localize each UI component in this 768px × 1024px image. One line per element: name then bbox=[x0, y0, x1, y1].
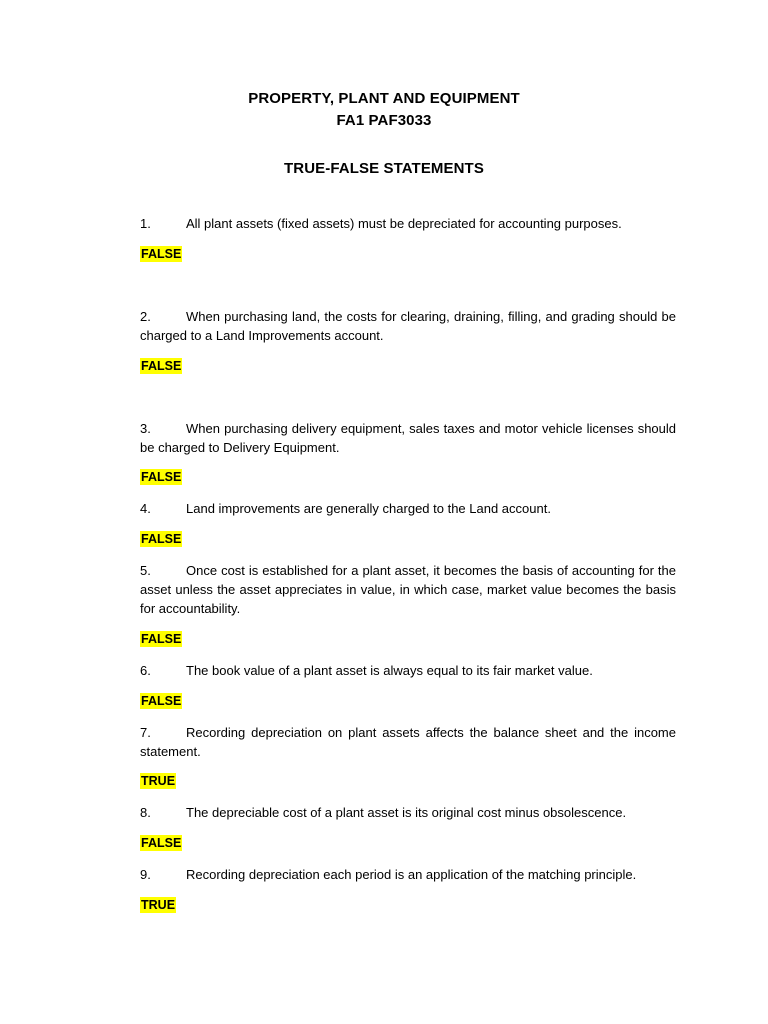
statement-text: All plant assets (fixed assets) must be depreciated for accounting purposes. bbox=[186, 216, 622, 231]
statement-number: 7. bbox=[140, 725, 151, 740]
answer-1: FALSE bbox=[141, 247, 182, 261]
document-title: PROPERTY, PLANT AND EQUIPMENT bbox=[248, 90, 520, 107]
answer-5: FALSE bbox=[141, 632, 182, 646]
answer-6: FALSE bbox=[141, 694, 182, 708]
statement-number: 5. bbox=[140, 563, 151, 578]
statement-8 bbox=[140, 803, 676, 822]
statement-9 bbox=[140, 865, 676, 884]
section-heading: TRUE-FALSE STATEMENTS bbox=[284, 160, 484, 177]
answer-2: FALSE bbox=[141, 359, 182, 373]
statement-number: 3. bbox=[140, 421, 151, 436]
statement-number: 8. bbox=[140, 805, 151, 820]
statement-text: Land improvements are generally charged to the Land account. bbox=[186, 501, 551, 516]
statement-number: 6. bbox=[140, 663, 151, 678]
answer-9: TRUE bbox=[141, 898, 176, 912]
statement-number: 9. bbox=[140, 867, 151, 882]
statement-3 bbox=[140, 419, 676, 457]
statement-7 bbox=[140, 723, 676, 761]
statement-6 bbox=[140, 661, 676, 680]
statement-text: Once cost is established for a plant asset, it becomes the basis of accounting for the asset unless the asset appreciates in value, in which case, market value becomes the basis for accountability. bbox=[140, 563, 676, 616]
statement-text: The book value of a plant asset is always equal to its fair market value. bbox=[186, 663, 593, 678]
answer-4: FALSE bbox=[141, 532, 182, 546]
statement-number: 1. bbox=[140, 216, 151, 231]
answer-8: FALSE bbox=[141, 836, 182, 850]
course-code: FA1 PAF3033 bbox=[336, 112, 432, 129]
answer-7: TRUE bbox=[141, 774, 176, 788]
statement-text: When purchasing land, the costs for clearing, draining, filling, and grading should be charged to a Land Improvements account. bbox=[140, 309, 676, 343]
answer-3: FALSE bbox=[141, 470, 182, 484]
statement-4 bbox=[140, 499, 676, 518]
statement-text: Recording depreciation on plant assets affects the balance sheet and the income statement. bbox=[140, 725, 676, 759]
statement-1 bbox=[140, 214, 676, 233]
statement-5 bbox=[140, 561, 676, 618]
statement-text: Recording depreciation each period is an application of the matching principle. bbox=[186, 867, 637, 882]
statement-text: When purchasing delivery equipment, sales taxes and motor vehicle licenses should be charged to Delivery Equipment. bbox=[140, 421, 676, 455]
statement-2 bbox=[140, 307, 676, 345]
statement-number: 4. bbox=[140, 501, 151, 516]
statement-text: The depreciable cost of a plant asset is its original cost minus obsolescence. bbox=[186, 805, 627, 820]
statement-number: 2. bbox=[140, 309, 151, 324]
